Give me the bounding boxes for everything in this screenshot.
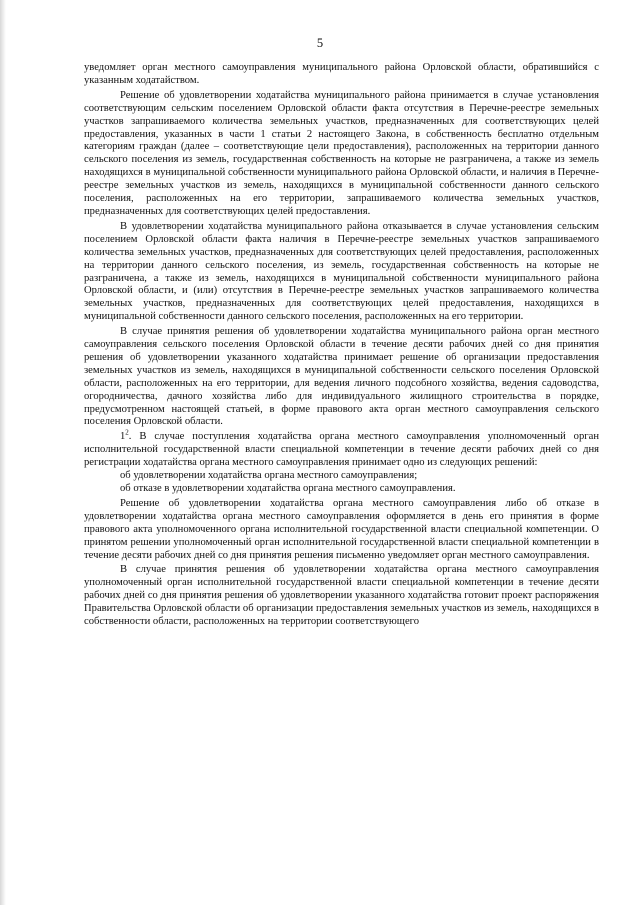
paragraph-4: В случае принятия решения об удовлетворении ходатайства муниципального района орган местного самоуправления сельского поселения Орловской области в течение десяти рабочих дней со дня принятия решения об удовлетворении указанного ходатайства принимает решение об организации предоставления земельных участков из земель, находящихся в муниципальной собственности сельского поселения Орловской области, расположенных на его территории, для ведения личного подсобного хозяйства, ведения садоводства, огородничества, дачного хозяйства либо для индивидуального жилищного строительства в порядке, предусмотренном настоящей статьей, в форме правового акта орган местного самоуправления сельского поселения Орловской области. (84, 326, 599, 428)
paragraph-7: об отказе в удовлетворении ходатайства органа местного самоуправления. (120, 483, 456, 494)
paragraph-2: Решение об удовлетворении ходатайства муниципального района принимается в случае установления соответствующим сельским поселением Орловской области факта отсутствия в Перечне-реестре земельных участков запрашиваемого количества земельных участков, предназначенных для соответствующих целей предоставления, указанных в части 1 статьи 2 настоящего Закона, в собственность бесплатно отдельным категориям граждан (далее – соответствующие цели предоставления), расположенных на территории данного сельского поселения из земель, государственная собственность на которые не разграничена, а также из земель находящихся в муниципальной собственности муниципального района Орловской области, и наличия в Перечне-реестре земельных участков из земель, находящихся в муниципальной собственности данного сельского поселения, расположенных на его территории, запрашиваемого количества земельных участков, предназначенных для соответствующих целей предоставления. (84, 89, 599, 217)
page-number: 5 (316, 36, 324, 50)
scan-edge-shadow (0, 0, 6, 905)
paragraph-8: Решение об удовлетворении ходатайства органа местного самоуправления либо об отказе в удовлетворении ходатайства органа местного самоуправления оформляется в день его принятия в форме правового акта уполномоченного органа исполнительной государственной власти специальной компетенции. О принятом решении уполномоченный орган исполнительной государственной власти специальной компетенции в течение десяти рабочих дней со дня принятия решения письменно уведомляет орган местного самоуправления. (84, 497, 599, 561)
document-body (84, 62, 599, 629)
paragraph-9: В случае принятия решения об удовлетворении ходатайства органа местного самоуправления уполномоченный орган исполнительной государственной власти специальной компетенции в течение десяти рабочих дней со дня принятия решения об удовлетворении указанного ходатайства готовит проект распоряжения Правительства Орловской области об организации предоставления земельных участков из земель, находящихся в собственности области, расположенных на территории соответствующего (84, 564, 599, 628)
paragraph-6: об удовлетворении ходатайства органа местного самоуправления; (120, 470, 418, 482)
paragraph-1: уведомляет орган местного самоуправления муниципального района Орловской области, обратившийся с указанным ходатайством. (84, 62, 599, 86)
paragraph-5-text: $1^2$. В случае поступления ходатайства органа местного самоуправления уполномоченный орган исполнительной государственной власти специальной компетенции в течение десяти рабочих дней со дня регистрации ходатайства органа местного самоуправления принимает одно из следующих решений: (84, 428, 599, 469)
paragraph-5 (84, 428, 599, 470)
paragraph-3: В удовлетворении ходатайства муниципального района отказывается в случае установления сельским поселением Орловской области факта наличия в Перечне-реестре земельных участков запрашиваемого количества земельных участков, предназначенных для соответствующих целей предоставления, расположенных на территории данного сельского поселения, из земель, государственная собственность на которые не разграничена, а также из земель, находящихся в муниципальной собственности муниципального района Орловской области, и (или) отсутствия в Перечне-реестре земельных участков запрашиваемого количества земельных участков, предназначенных для соответствующих целей предоставления, находящихся в муниципальной собственности данного сельского поселения, расположенных на его территории. (84, 220, 599, 323)
superscript-marker: 2 (125, 428, 129, 437)
